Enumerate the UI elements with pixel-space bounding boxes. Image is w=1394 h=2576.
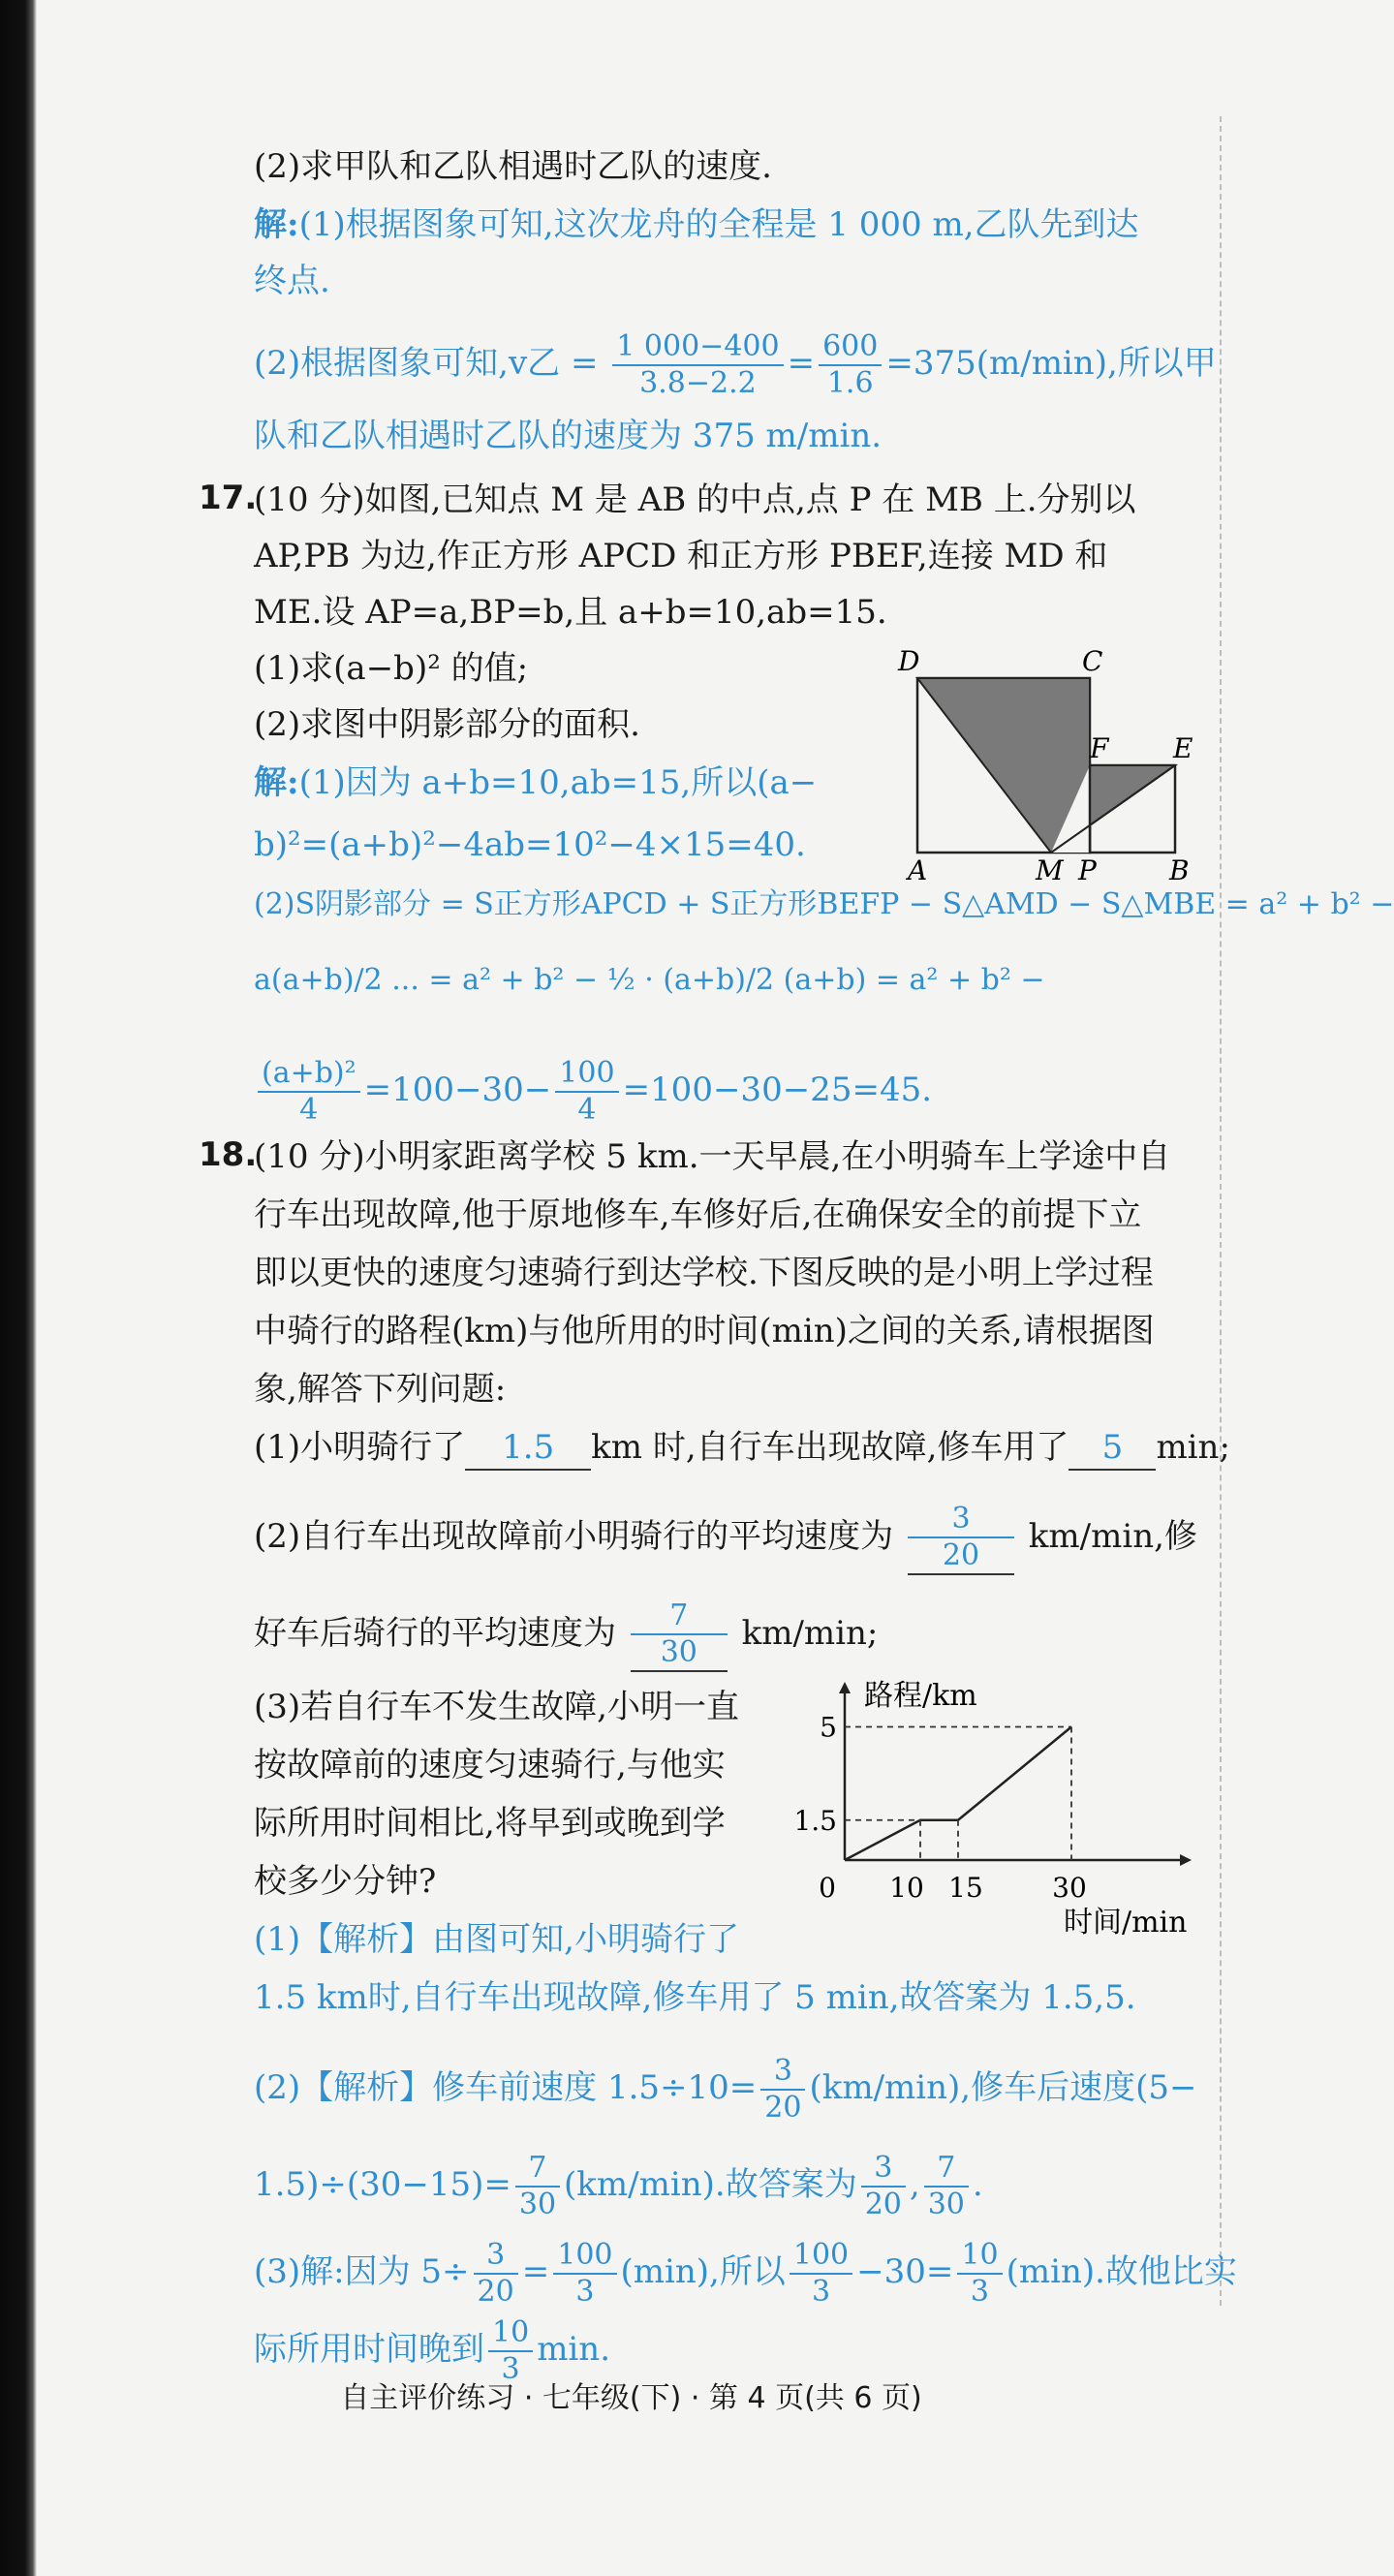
numerator: 100 [555, 1056, 618, 1093]
q17-text-1: (10 分)如图,已知点 M 是 AB 的中点,点 P 在 MB 上.分别以 [254, 481, 1136, 519]
text: 好车后骑行的平均速度为 [254, 1614, 616, 1653]
q18-solution-2b: 1.5)÷(30−15)= $\frac{7}{30}$ (km/min).故答案为 $\frac{3}{20}$ , $\frac{7}{30}$ . [254, 2151, 983, 2221]
q18-number: 18. [199, 1135, 258, 1174]
q16-solution-line1 [254, 203, 1139, 246]
numerator: 3 [474, 2238, 518, 2275]
label-p: P [1078, 854, 1097, 886]
solution-label: 解: [254, 205, 299, 244]
label-c: C [1082, 645, 1103, 677]
label-f: F [1090, 732, 1109, 764]
x-axis-label: 时间/min [1064, 1906, 1188, 1940]
text: (2)【解析】修车前速度 1.5÷10= [254, 2068, 758, 2107]
text: (1)小明骑行了 [254, 1428, 466, 1467]
text: km/min,修 [1028, 1517, 1197, 1556]
q17-solution-2: b)²=(a+b)²−4ab=10²−4×15=40. [254, 825, 806, 864]
chart-marks [793, 1712, 1086, 1905]
q18-part3-3: 际所用时间相比,将早到或晚到学 [254, 1804, 726, 1843]
label-e: E [1173, 732, 1193, 764]
denominator: 3 [575, 2275, 595, 2309]
q17-text-3: ME.设 AP=a,BP=b,且 a+b=10,ab=15. [254, 593, 887, 632]
denominator: 30 [518, 2188, 557, 2221]
text: (2)自行车出现故障前小明骑行的平均速度为 [254, 1517, 894, 1556]
denominator: 4 [577, 1093, 597, 1127]
denominator: 3 [501, 2352, 520, 2386]
square-figure [896, 645, 1206, 886]
q18-part3-1: (3)若自行车不发生故障,小明一直 [254, 1688, 739, 1726]
q16-part2: (2)求甲队和乙队相遇时乙队的速度. [254, 147, 772, 186]
q18-text-5: 象,解答下列问题: [254, 1370, 507, 1409]
q17-part2: (2)求图中阴影部分的面积. [254, 705, 640, 744]
label-a: A [908, 854, 928, 886]
label-m: M [1036, 854, 1064, 886]
numerator: 7 [515, 2151, 560, 2188]
q17-text-2: AP,PB 为边,作正方形 APCD 和正方形 PBEF,连接 MD 和 [254, 537, 1108, 575]
fraction [553, 2238, 616, 2310]
solution-label: 解: [254, 763, 299, 802]
text: (min),所以 [620, 2252, 786, 2291]
text: km 时,自行车出现故障,修车用了 [591, 1428, 1069, 1467]
distance-time-chart [785, 1666, 1201, 1947]
text: −30= [856, 2252, 954, 2291]
answer-blank: 1.5 [465, 1426, 591, 1471]
text: (2)根据图象可知,v乙 = [254, 344, 599, 383]
text: =100−30−25=45. [622, 1071, 933, 1109]
numerator: (a+b)² [258, 1056, 360, 1093]
text: (min).故他比实 [1006, 2252, 1237, 2291]
solution-text: (1)根据图象可知,这次龙舟的全程是 1 000 m,乙队先到达 [298, 205, 1139, 244]
q18-solution-1a: (1)【解析】由图可知,小明骑行了 [254, 1920, 739, 1959]
label-d: D [898, 645, 920, 677]
x-tick-label: 10 [889, 1872, 924, 1904]
answer-fraction [631, 1598, 728, 1672]
q18-text-2: 行车出现故障,他于原地修车,车修好后,在确保安全的前提下立 [254, 1195, 1142, 1234]
denominator: 20 [764, 2091, 802, 2125]
denominator: 3.8−2.2 [639, 366, 757, 400]
text: (km/min).故答案为 [564, 2165, 857, 2204]
denominator: 30 [927, 2188, 965, 2221]
numerator: 100 [553, 2238, 616, 2275]
q17-solution-5 [254, 1056, 932, 1128]
text: =375(m/min),所以甲 [885, 344, 1217, 383]
series-line [845, 1727, 1071, 1861]
denominator: 20 [942, 1538, 980, 1572]
label-b: B [1169, 854, 1190, 886]
numerator: 3 [861, 2151, 906, 2188]
fraction [555, 1056, 618, 1128]
y-tick-label: 5 [820, 1711, 837, 1744]
y-tick-label: 1.5 [793, 1804, 837, 1837]
q18-text-1: (10 分)小明家距离学校 5 km.一天早晨,在小明骑车上学途中自 [254, 1137, 1171, 1176]
fraction [515, 2151, 560, 2222]
denominator: 4 [299, 1093, 319, 1127]
x-tick-label: 30 [1052, 1872, 1087, 1904]
numerator: 3 [908, 1502, 1014, 1538]
q18-text-3: 即以更快的速度匀速骑行到达学校.下图反映的是小明上学过程 [254, 1254, 1154, 1292]
text: =100−30− [363, 1071, 552, 1109]
fraction [957, 2238, 1002, 2310]
denominator: 3 [811, 2275, 831, 2309]
text: (km/min),修车后速度(5− [809, 2068, 1197, 2107]
text: (3)解:因为 5÷ [254, 2252, 470, 2291]
text: 1.5)÷(30−15)= [254, 2165, 511, 2204]
denominator: 20 [477, 2275, 514, 2309]
numerator: 7 [631, 1598, 728, 1635]
fraction [861, 2151, 906, 2222]
text: km/min; [741, 1614, 879, 1653]
q18-solution-1b: 1.5 km时,自行车出现故障,修车用了 5 min,故答案为 1.5,5. [254, 1978, 1136, 2017]
x-axis-arrow [1180, 1854, 1192, 1866]
q17-part1: (1)求(a−b)² 的值; [254, 649, 529, 688]
q17-solution-3: (2)S阴影部分 = S正方形APCD + S正方形BEFP − S△AMD − S△MBE = a² + b² − [254, 887, 1394, 921]
q18-part3-4: 校多少分钟? [254, 1862, 437, 1901]
y-axis-arrow [839, 1682, 851, 1693]
text: (1)因为 a+b=10,ab=15,所以(a− [298, 763, 818, 802]
numerator: 100 [790, 2238, 852, 2275]
numerator: 3 [760, 2054, 805, 2091]
q17-solution-4: a(a+b)/2 ... = a² + b² − ½ · (a+b)/2 (a+b) = a² + b² − [254, 963, 1045, 997]
q17-number: 17. [199, 479, 258, 517]
text: min; [1156, 1428, 1230, 1467]
q18-solution-3a: (3)解:因为 5÷ $\frac{3}{20}$ = $\frac{100}{3}$ (min),所以 $\frac{100}{3}$ −30= $\frac{10}{3}$ (min).故他比实 [254, 2238, 1237, 2309]
numerator: 600 [819, 329, 882, 366]
fraction [760, 2054, 805, 2126]
q16-solution-line3: (2)根据图象可知,v乙 = $\frac{1 000-400}{3.8-2.2}$ = $\frac{600}{1.6}$ =375(m/min),所以甲 [254, 329, 1217, 400]
q18-part1 [254, 1426, 1230, 1471]
q16-solution-line2: 终点. [254, 262, 330, 300]
fraction [819, 329, 882, 401]
x-tick-label: 15 [948, 1872, 983, 1904]
q18-part2-line2 [254, 1598, 878, 1672]
q18-part3-2: 按故障前的速度匀速骑行,与他实 [254, 1746, 726, 1785]
fraction [474, 2238, 518, 2310]
fraction [612, 329, 783, 401]
denominator: 3 [970, 2275, 990, 2309]
q18-solution-2a [254, 2054, 1197, 2126]
fraction [924, 2151, 969, 2222]
denominator: 30 [660, 1635, 697, 1669]
dashed-margin [1220, 116, 1222, 2306]
numerator: 7 [924, 2151, 969, 2188]
denominator: 1.6 [826, 366, 874, 400]
answer-blank: 5 [1069, 1426, 1156, 1471]
y-axis-label: 路程/km [864, 1679, 977, 1713]
denominator: 20 [864, 2188, 902, 2221]
scan-edge [0, 0, 37, 2576]
numerator: 10 [957, 2238, 1002, 2275]
x-tick-label: 0 [819, 1872, 836, 1904]
shaded-region [917, 678, 1175, 853]
q18-part2-line1 [254, 1502, 1197, 1575]
q17-solution-1 [254, 761, 817, 804]
fraction [790, 2238, 852, 2310]
page-footer: 自主评价练习 · 七年级(下) · 第 4 页(共 6 页) [340, 2381, 922, 2415]
q16-solution-line4: 队和乙队相遇时乙队的速度为 375 m/min. [254, 417, 883, 455]
text: 际所用时间晚到 [254, 2330, 484, 2369]
numerator: 10 [488, 2315, 533, 2352]
fraction [258, 1056, 360, 1128]
q18-text-4: 中骑行的路程(km)与他所用的时间(min)之间的关系,请根据图 [254, 1312, 1155, 1350]
answer-fraction [908, 1502, 1014, 1575]
numerator: 1 000−400 [612, 329, 783, 366]
text: min. [537, 2330, 611, 2369]
